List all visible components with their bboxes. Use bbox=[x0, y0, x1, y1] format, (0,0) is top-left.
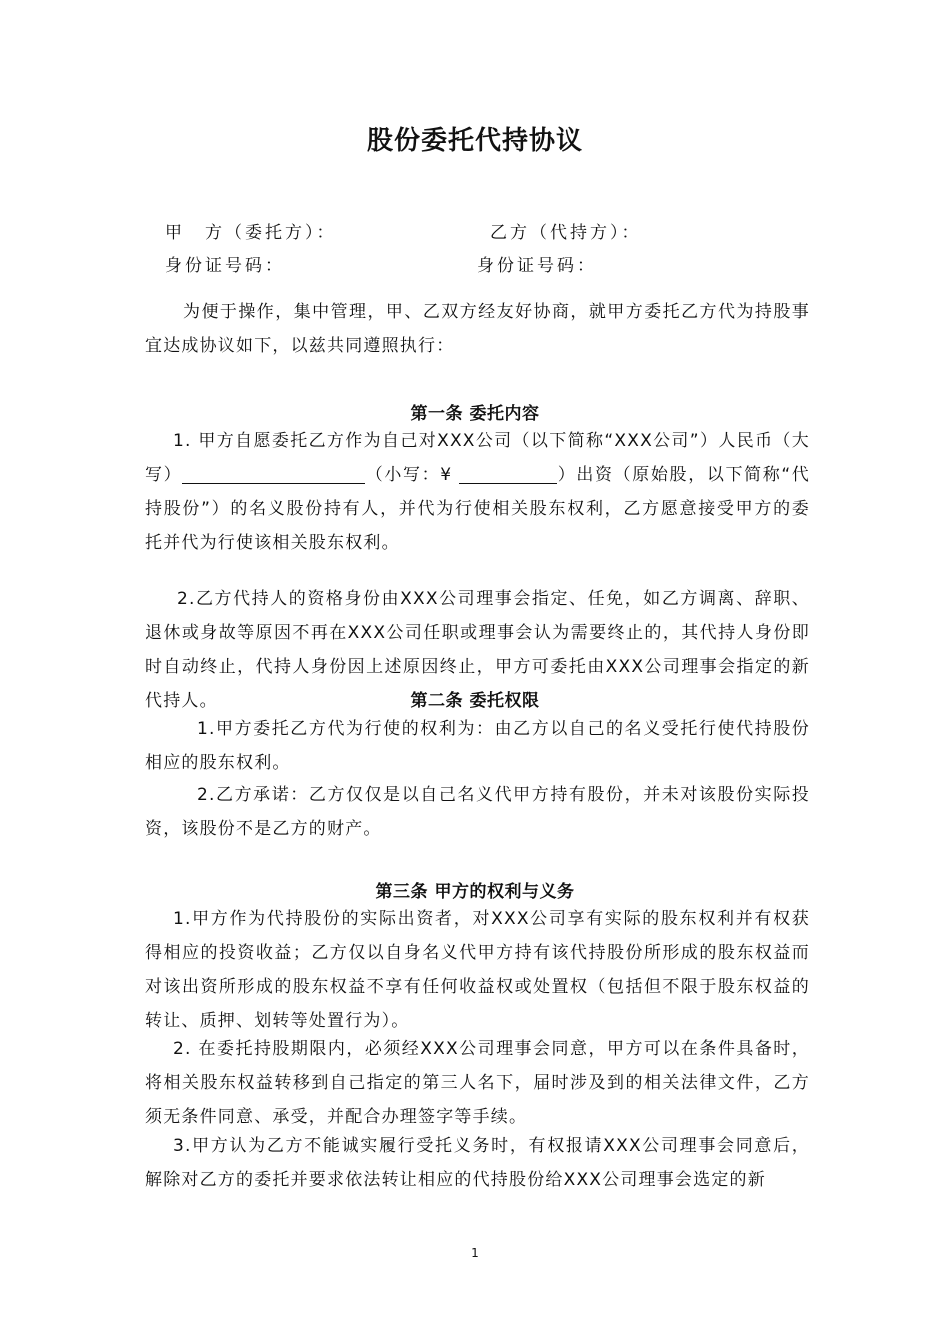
clause-1-text-b: （小写：¥ bbox=[365, 465, 460, 485]
amount-small-blank bbox=[459, 463, 557, 484]
article-1-clause-1 bbox=[145, 424, 810, 560]
document-title: 股份委托代持协议 bbox=[366, 126, 583, 156]
page-number: 1 bbox=[471, 1246, 479, 1260]
clause-1-text-c: ）出资（原始股，以下简称“代持股份”）的名义股份持有人，并代为行使相关股东权利，乙方愿意接受甲方的委托并代为行使该相关股东权利。 bbox=[145, 465, 811, 553]
party-b-label: 乙方（代持方）： bbox=[490, 223, 642, 243]
article-3-clause-1: 1.甲方作为代持股份的实际出资者，对XXX公司享有实际的股东权利并有权获得相应的投资收益；乙方仅以自身名义代甲方持有该代持股份所形成的股东权益而对该出资所形成的股东权益不享有任何收益权或处置权（包括但不限于股东权益的转让、质押、划转等处置行为）。 bbox=[145, 909, 810, 1031]
amount-capital-blank bbox=[182, 463, 365, 484]
article-2-clause-2: 2.乙方承诺：乙方仅仅是以自己名义代甲方持有股份，并未对该股份实际投资，该股份不是乙方的财产。 bbox=[145, 785, 810, 839]
article-1-clause-2: 2.乙方代持人的资格身份由XXX公司理事会指定、任免，如乙方调离、辞职、退休或身故等原因不再在XXX公司任职或理事会认为需要终止的，其代持人身份即时自动终止，代持人身份因上述原因终止，甲方可委托由XXX公司理事会指定的新代持人。 bbox=[145, 589, 810, 711]
article-2-heading: 第二条 委托权限 bbox=[410, 691, 540, 711]
article-3-clause-2: 2. 在委托持股期限内，必须经XXX公司理事会同意，甲方可以在条件具备时，将相关股东权益转移到自己指定的第三人名下，届时涉及到的相关法律文件，乙方须无条件同意、承受，并配合办理签字等手续。 bbox=[145, 1039, 810, 1127]
article-3-heading: 第三条 甲方的权利与义务 bbox=[375, 882, 575, 902]
party-a-label: 甲 方（委托方）： bbox=[165, 223, 337, 243]
party-a-id-label: 身份证号码： bbox=[165, 256, 285, 276]
article-1-heading: 第一条 委托内容 bbox=[410, 404, 540, 424]
intro-paragraph: 为便于操作，集中管理，甲、乙双方经友好协商，就甲方委托乙方代为持股事宜达成协议如下，以兹共同遵照执行： bbox=[145, 302, 810, 356]
clause-1-text-a: 1. 甲方自愿委托乙方作为自己对XXX公司（以下简称“XXX公司”）人民币（大写） bbox=[145, 431, 810, 485]
party-b-id-label: 身份证号码： bbox=[477, 256, 597, 276]
article-3-clause-3: 3.甲方认为乙方不能诚实履行受托义务时，有权报请XXX公司理事会同意后，解除对乙方的委托并要求依法转让相应的代持股份给XXX公司理事会选定的新 bbox=[145, 1136, 810, 1190]
article-2-clause-1: 1.甲方委托乙方代为行使的权利为：由乙方以自己的名义受托行使代持股份相应的股东权利。 bbox=[145, 719, 810, 773]
